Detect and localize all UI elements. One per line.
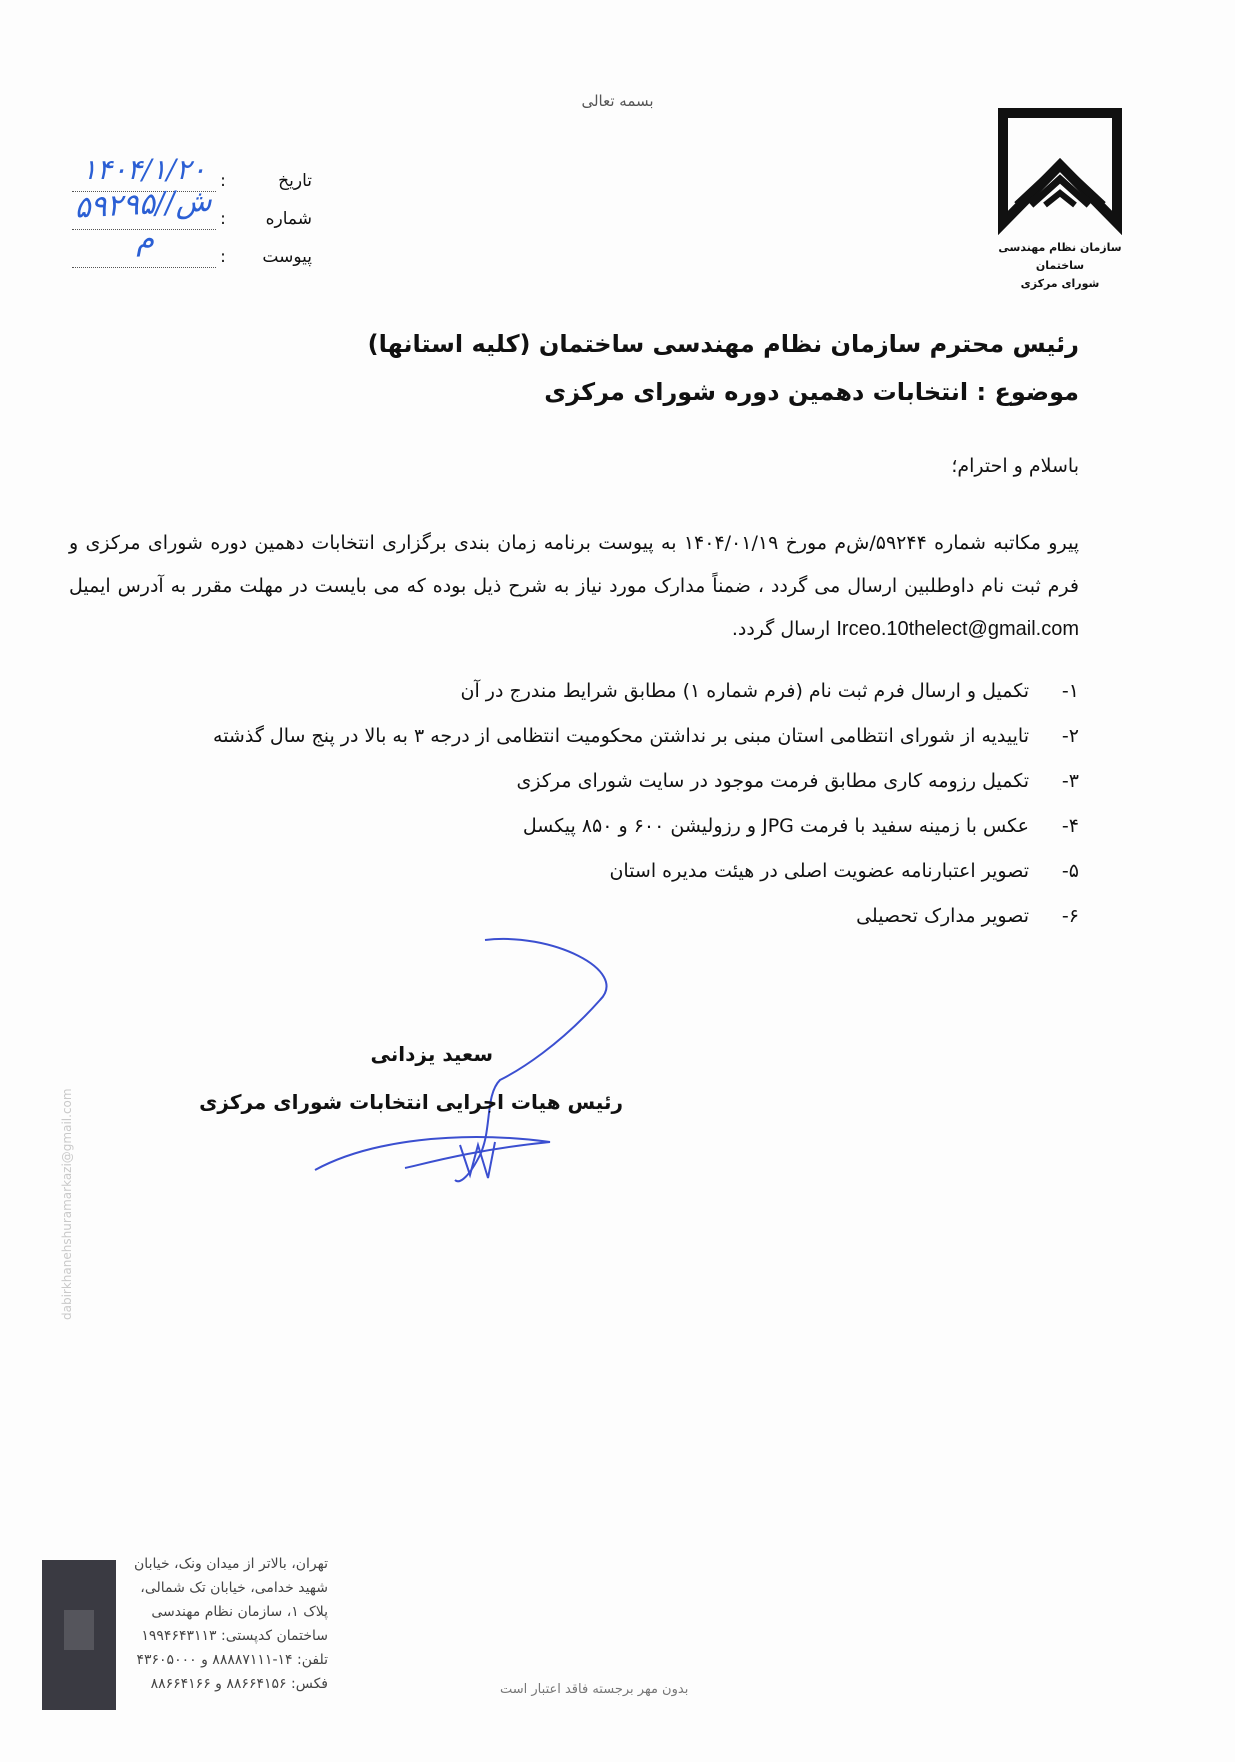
number-row: ۵۹۲۹۵/ش/م : شماره	[72, 200, 312, 238]
address-line: پلاک ۱، سازمان نظام مهندسی	[151, 1604, 328, 1620]
address-line: شهید خدامی، خیابان تک شمالی،	[140, 1580, 328, 1596]
list-item-number: ۶-	[1061, 904, 1079, 927]
address-line: ساختمان کدپستی: ۱۹۹۴۶۴۳۱۱۳	[141, 1628, 328, 1644]
stamp-note: بدون مهر برجسته فاقد اعتبار است	[500, 1682, 689, 1697]
fax-line: فکس: ۸۸۶۶۴۱۵۶ و ۸۸۶۶۴۱۶۶	[150, 1676, 328, 1692]
attachment-label: پیوست	[262, 247, 312, 267]
body-paragraph	[69, 522, 1079, 651]
date-handwritten: ۱۴۰۴/۱/۲۰	[81, 152, 207, 186]
email-address: Irceo.10thelect@gmail.com	[836, 618, 1079, 640]
list-item-text: تصویر مدارک تحصیلی	[856, 904, 1029, 927]
list-item-number: ۴-	[1061, 814, 1079, 837]
phone-line: تلفن: ۱۴-۸۸۸۸۷۱۱۱ و ۴۳۶۰۵۰۰۰	[136, 1652, 328, 1668]
body-text-part1: پیرو مکاتبه شماره ۵۹۲۴۴/ش‌م مورخ ۱۴۰۴/۰۱/۱۹ به پیوست برنامه زمان بندی برگزاری انتخابات دهمین دوره شورای مرکزی و فرم ثبت نام داوطلبین ارسال می گردد ، ضمناً مدارک مورد نیاز به شرح ذیل بوده که می بایست در مهلت مقرر به آدرس ایمیل	[69, 532, 1079, 597]
letter-meta	[72, 152, 312, 276]
list-item-number: ۵-	[1061, 859, 1079, 882]
footer-address	[128, 1552, 328, 1696]
list-item-text: عکس با زمینه سفید با فرمت JPG و رزولیشن ۶۰۰ و ۸۵۰ پیکسل	[522, 814, 1029, 837]
list-item-number: ۱-	[1061, 679, 1079, 702]
list-item-text: تاییدیه از شورای انتظامی استان مبنی بر نداشتن محکومیت انتظامی از درجه ۳ به بالا در پنج سال گذشته	[213, 724, 1029, 747]
list-item	[69, 668, 1079, 713]
signer-name: سعید یزدانی	[370, 1042, 493, 1066]
attachment-field	[72, 247, 216, 268]
list-item	[69, 803, 1079, 848]
signer-title: رئیس هیات اجرایی انتخابات شورای مرکزی	[199, 1090, 623, 1114]
list-item	[69, 848, 1079, 893]
org-logo-icon	[995, 105, 1125, 235]
list-item-text: تصویر اعتبارنامه عضویت اصلی در هیئت مدیره استان	[609, 859, 1029, 882]
requirements-list	[69, 668, 1079, 938]
org-subname: شورای مرکزی	[1020, 277, 1100, 290]
qr-code	[42, 1560, 116, 1710]
org-logo	[980, 105, 1140, 293]
subject: موضوع : انتخابات دهمین دوره شورای مرکزی	[544, 378, 1079, 406]
addressee: رئیس محترم سازمان نظام مهندسی ساختمان (کلیه استانها)	[367, 330, 1079, 358]
list-item	[69, 713, 1079, 758]
list-item-number: ۲-	[1061, 724, 1079, 747]
list-item	[69, 758, 1079, 803]
side-watermark: dabirkhanehshuramarkazi@gmail.com	[60, 1088, 74, 1320]
list-item-text: تکمیل رزومه کاری مطابق فرمت موجود در سایت شورای مرکزی	[516, 769, 1029, 792]
date-label: تاریخ	[278, 171, 312, 191]
invocation-text: بسمه تعالی	[581, 92, 654, 110]
list-item-text: تکمیل و ارسال فرم ثبت نام (فرم شماره ۱) مطابق شرایط مندرج در آن	[460, 679, 1029, 702]
body-text-part2: ارسال گردد.	[731, 618, 831, 640]
list-item-number: ۳-	[1061, 769, 1079, 792]
number-label: شماره	[265, 209, 312, 229]
attachment-row: : پیوست	[72, 238, 312, 276]
date-row: ۱۴۰۴/۱/۲۰ : تاریخ	[72, 162, 312, 200]
org-name: سازمان نظام مهندسی ساختمان	[998, 241, 1122, 272]
greeting: باسلام و احترام؛	[951, 455, 1079, 477]
number-handwritten: ۵۹۲۹۵/ش/م	[73, 182, 213, 257]
address-line: تهران، بالاتر از میدان ونک، خیابان	[134, 1556, 328, 1572]
